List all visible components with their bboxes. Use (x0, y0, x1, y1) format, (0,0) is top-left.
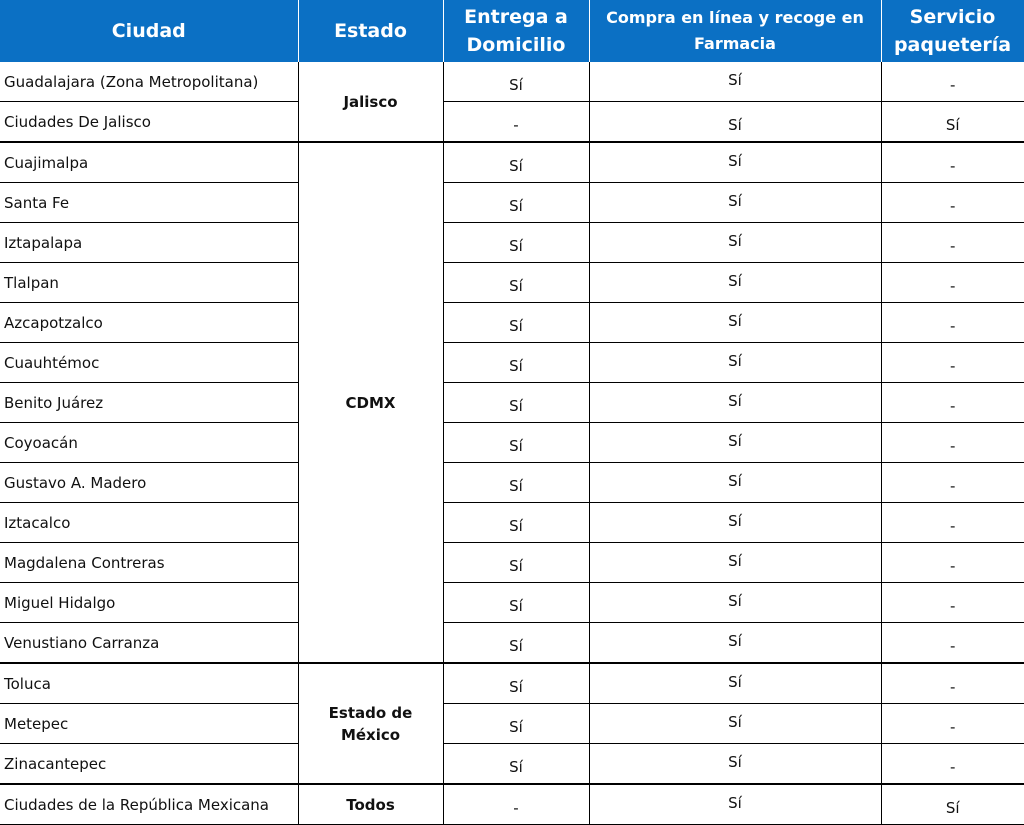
cell-entrega: Sí (443, 263, 589, 303)
cell-entrega: Sí (443, 183, 589, 223)
cell-paqueteria: - (881, 583, 1024, 623)
table-row (0, 784, 1024, 825)
cell-compra: Sí (589, 223, 881, 263)
table-row (0, 623, 1024, 664)
cell-entrega: Sí (443, 142, 589, 183)
cell-compra: Sí (589, 102, 881, 143)
cell-compra: Sí (589, 343, 881, 383)
cell-paqueteria: - (881, 263, 1024, 303)
cell-entrega: Sí (443, 663, 589, 704)
estado-jalisco: Jalisco (298, 62, 443, 142)
cell-compra: Sí (589, 744, 881, 785)
table-row (0, 383, 1024, 423)
cell-ciudad: Iztapalapa (0, 223, 298, 263)
cell-compra: Sí (589, 423, 881, 463)
cell-entrega: Sí (443, 343, 589, 383)
header-entrega: Entrega a Domicilio (443, 0, 589, 62)
cell-entrega: Sí (443, 383, 589, 423)
table-row (0, 343, 1024, 383)
table-row (0, 223, 1024, 263)
cell-compra: Sí (589, 784, 881, 825)
cell-paqueteria: - (881, 463, 1024, 503)
cell-entrega: - (443, 102, 589, 143)
cell-ciudad: Zinacantepec (0, 744, 298, 785)
header-ciudad: Ciudad (0, 0, 298, 62)
header-compra: Compra en línea y recoge en Farmacia (589, 0, 881, 62)
cell-paqueteria: - (881, 623, 1024, 664)
cell-paqueteria: - (881, 543, 1024, 583)
cell-entrega: Sí (443, 303, 589, 343)
cell-compra: Sí (589, 303, 881, 343)
cell-ciudad: Cuauhtémoc (0, 343, 298, 383)
cell-paqueteria: - (881, 663, 1024, 704)
cell-compra: Sí (589, 383, 881, 423)
header-row (0, 0, 1024, 62)
cell-paqueteria: - (881, 503, 1024, 543)
cell-compra: Sí (589, 263, 881, 303)
table-row (0, 183, 1024, 223)
cell-entrega: - (443, 784, 589, 825)
cell-paqueteria: - (881, 62, 1024, 102)
cell-entrega: Sí (443, 623, 589, 664)
cell-ciudad: Guadalajara (Zona Metropolitana) (0, 62, 298, 102)
header-estado: Estado (298, 0, 443, 62)
cell-ciudad: Iztacalco (0, 503, 298, 543)
cell-entrega: Sí (443, 62, 589, 102)
cell-compra: Sí (589, 503, 881, 543)
cell-ciudad: Cuajimalpa (0, 142, 298, 183)
cell-compra: Sí (589, 663, 881, 704)
cell-entrega: Sí (443, 744, 589, 785)
cell-ciudad: Venustiano Carranza (0, 623, 298, 664)
table-row (0, 503, 1024, 543)
cell-paqueteria: - (881, 383, 1024, 423)
cell-entrega: Sí (443, 423, 589, 463)
cell-paqueteria: - (881, 183, 1024, 223)
cell-compra: Sí (589, 623, 881, 664)
cell-ciudad: Miguel Hidalgo (0, 583, 298, 623)
cell-paqueteria: - (881, 303, 1024, 343)
table-row (0, 583, 1024, 623)
table-row (0, 463, 1024, 503)
estado-todos: Todos (298, 784, 443, 825)
cell-entrega: Sí (443, 704, 589, 744)
table-row (0, 303, 1024, 343)
cell-compra: Sí (589, 463, 881, 503)
cell-entrega: Sí (443, 583, 589, 623)
cell-ciudad: Tlalpan (0, 263, 298, 303)
cell-ciudad: Toluca (0, 663, 298, 704)
cell-ciudad: Ciudades De Jalisco (0, 102, 298, 143)
cell-paqueteria: - (881, 704, 1024, 744)
cell-ciudad: Magdalena Contreras (0, 543, 298, 583)
cell-compra: Sí (589, 704, 881, 744)
table-row (0, 102, 1024, 143)
cell-entrega: Sí (443, 463, 589, 503)
cell-ciudad: Metepec (0, 704, 298, 744)
cell-ciudad: Coyoacán (0, 423, 298, 463)
table-row (0, 142, 1024, 183)
cell-ciudad: Santa Fe (0, 183, 298, 223)
cell-paqueteria: - (881, 343, 1024, 383)
cell-entrega: Sí (443, 503, 589, 543)
cell-compra: Sí (589, 62, 881, 102)
cell-compra: Sí (589, 543, 881, 583)
table-row (0, 663, 1024, 704)
table-row (0, 704, 1024, 744)
table-row (0, 423, 1024, 463)
cell-ciudad: Ciudades de la República Mexicana (0, 784, 298, 825)
cell-paqueteria: Sí (881, 784, 1024, 825)
cell-ciudad: Azcapotzalco (0, 303, 298, 343)
table-row (0, 263, 1024, 303)
cell-paqueteria: Sí (881, 102, 1024, 143)
estado-cdmx: CDMX (298, 142, 443, 663)
table-row (0, 62, 1024, 102)
header-paqueteria: Servicio paquetería (881, 0, 1024, 62)
cell-paqueteria: - (881, 744, 1024, 785)
cell-entrega: Sí (443, 223, 589, 263)
cell-compra: Sí (589, 142, 881, 183)
cell-compra: Sí (589, 583, 881, 623)
cell-paqueteria: - (881, 223, 1024, 263)
cell-paqueteria: - (881, 142, 1024, 183)
cell-entrega: Sí (443, 543, 589, 583)
cell-compra: Sí (589, 183, 881, 223)
cell-ciudad: Benito Juárez (0, 383, 298, 423)
table-row (0, 543, 1024, 583)
estado-edomex: Estado de México (298, 663, 443, 784)
table-row (0, 744, 1024, 785)
cell-paqueteria: - (881, 423, 1024, 463)
cell-ciudad: Gustavo A. Madero (0, 463, 298, 503)
